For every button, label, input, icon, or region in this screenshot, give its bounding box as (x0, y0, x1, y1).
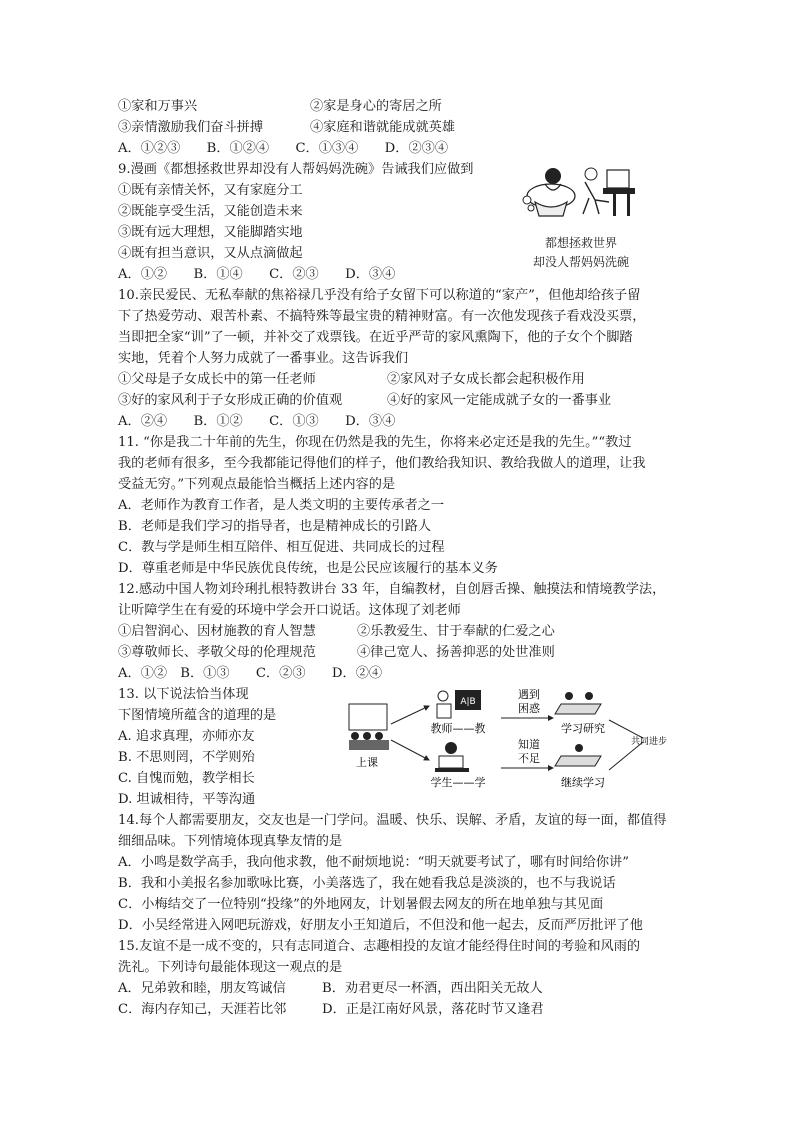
q10-line-1: 10.亲民爱民、无私奉献的焦裕禄几乎没有给子女留下可以称道的“家产”，但他却给孩子留 (118, 288, 641, 303)
q11-choice-b: B．老师是我们学习的指导者，也是精神成长的引路人 (118, 519, 432, 534)
q15-choice-b: B．劝君更尽一杯酒，西出阳关无故人 (322, 981, 543, 996)
classroom-icon (349, 704, 389, 750)
q13-choice-b: B. 不思则罔，不学则殆 (118, 750, 255, 765)
q12-option-4: ④律己宽人、扬善抑恶的处世准则 (357, 645, 555, 660)
label-buzu: 不足 (518, 752, 540, 765)
q11-line-3: 受益无穷。”下列观点最能恰当概括上述内容的是 (118, 477, 396, 492)
q14-line-1: 14.每个人都需要朋友，交友也是一门学问。温暖、快乐、误解、矛盾，友谊的每一面，都值得 (118, 813, 667, 828)
cartoon-caption-2: 却没人帮妈妈洗碗 (532, 255, 630, 269)
q11-choice-c: C．教与学是师生相互陪伴、相互促进、共同成长的过程 (118, 540, 445, 555)
q13-line-1: 13. 以下说法恰当体现 (118, 687, 249, 702)
q9-statement-1: ①既有亲情关怀，又有家庭分工 (118, 183, 303, 198)
q15-choice-d: D．正是江南好风景，落花时节又逢君 (322, 1002, 544, 1017)
q12-option-3: ③尊敬师长、孝敬父母的伦理规范 (118, 645, 316, 660)
research-scene-icon (555, 692, 601, 714)
svg-text:A|B: A|B (460, 697, 476, 707)
label-jixu-xuexi: 继续学习 (561, 776, 605, 789)
q15-line-2: 洗礼。下列诗句最能体现这一观点的是 (118, 960, 343, 975)
q9-stem: 9.漫画《都想拯救世界却没有人帮妈妈洗碗》告诫我们应做到 (118, 162, 474, 177)
q8-option-4: ④家庭和谐就能成就英雄 (310, 120, 456, 135)
q13-choice-a: A. 追求真理，亦师亦友 (118, 729, 255, 744)
teaching-learning-diagram (343, 684, 673, 792)
q9-statement-4: ④既有担当意识，又从点滴做起 (118, 246, 303, 261)
q10-option-3: ③好的家风利于子女形成正确的价值观 (118, 393, 343, 408)
label-yudao: 遇到 (518, 688, 540, 701)
study-scene-icon (555, 744, 601, 766)
q12-line-1: 12.感动中国人物刘玲琍扎根特教讲台 33 年，自编教材，自创唇舌操、触摸法和情境教学法， (118, 582, 666, 597)
q10-line-3: 当即把全家“训”了一顿，并补交了戏票钱。在近乎严苛的家风熏陶下，他的子女个个脚踏 (118, 330, 633, 345)
q13-choice-d: D. 坦诚相待，平等沟通 (118, 792, 256, 807)
q8-option-2: ②家是身心的寄居之所 (310, 99, 442, 114)
q13-diagram (343, 684, 673, 792)
q9-answers: A．①② B．①④ C．②③ D．③④ (118, 267, 396, 282)
q10-line-4: 实地，凭着个人努力成就了一番事业。这告诉我们 (118, 351, 409, 366)
cartoon-illustration (515, 162, 645, 274)
q10-option-1: ①父母是子女成长中的第一任老师 (118, 372, 316, 387)
q12-option-1: ①启智润心、因材施教的育人智慧 (118, 624, 316, 639)
q13-choice-c: C. 自愧而勉，教学相长 (118, 771, 255, 786)
q11-choice-a: A．老师作为教育工作者，是人类文明的主要传承者之一 (118, 498, 445, 513)
q15-choice-c: C．海内存知己，天涯若比邻 (118, 1002, 287, 1017)
cartoon-caption-1: 都想拯救世界 (544, 236, 618, 250)
q11-line-1: 11. “你是我二十年前的先生，你现在仍然是我的先生，你将来必定还是我的先生。”“教过 (118, 435, 632, 450)
q9-statement-2: ②既能享受生活，又能创造未来 (118, 204, 303, 219)
q15-choice-a: A．兄弟敦和睦，朋友笃诚信 (118, 981, 286, 996)
q14-choice-a: A．小鸣是数学高手，我向他求教，他不耐烦地说：“明天就要考试了，哪有时间给你讲” (118, 855, 629, 870)
student-icon (435, 742, 469, 772)
q14-choice-d: D．小吴经常进入网吧玩游戏，好朋友小王知道后，不但没和他一起去，反而严厉批评了他 (118, 918, 643, 933)
teacher-icon (437, 690, 481, 718)
label-shangke: 上课 (356, 756, 378, 769)
q13-line-2: 下图情境所蕴含的道理的是 (118, 708, 277, 723)
label-kunhuo: 困惑 (518, 702, 540, 715)
q11-line-2: 我的老师有很多，至今我都能记得他们的样子，他们教给我知识、教给我做人的道理，让我 (118, 456, 646, 471)
q11-choice-d: D．尊重老师是中华民族优良传统，也是公民应该履行的基本义务 (118, 561, 498, 576)
q9-cartoon (515, 162, 645, 274)
q14-line-2: 细细品味。下列情境体现真挚友情的是 (118, 834, 343, 849)
label-xuesheng: 学生——学 (430, 776, 486, 789)
label-jiaoshi: 教师——教 (430, 722, 486, 735)
q10-option-2: ②家风对子女成长都会起积极作用 (387, 372, 585, 387)
q15-line-1: 15.友谊不是一成不变的，只有志同道合、志趣相投的友谊才能经得住时间的考验和风雨的 (118, 939, 641, 954)
q8-option-3: ③亲情激励我们奋斗拼搏 (118, 120, 264, 135)
q12-line-2: 让听障学生在有爱的环境中学会开口说话。这体现了刘老师 (118, 603, 461, 618)
label-zhidao: 知道 (518, 738, 540, 751)
q10-option-4: ④好的家风一定能成就子女的一番事业 (387, 393, 612, 408)
q12-answers: A．①② B．①③ C．②③ D．②④ (118, 666, 383, 681)
q14-choice-c: C．小梅结交了一位特别“投缘”的外地网友，计划暑假去网友的所在地单独与其见面 (118, 897, 604, 912)
q9-statement-3: ③既有远大理想，又能脚踏实地 (118, 225, 303, 240)
q8-answers: A．①②③ B．①②④ C．①③④ D．②③④ (118, 141, 449, 156)
label-xuexi-yanjiu: 学习研究 (561, 722, 605, 735)
q14-choice-b: B．我和小美报名参加歌咏比赛，小美落选了，我在她看我总是淡淡的，也不与我说话 (118, 876, 616, 891)
q8-option-1: ①家和万事兴 (118, 99, 198, 114)
q10-line-2: 下了热爱劳动、艰苦朴素、不搞特殊等最宝贵的精神财富。有一次他发现孩子看戏没买票， (118, 309, 646, 324)
q10-answers: A．②④ B．①② C．①③ D．③④ (118, 414, 396, 429)
label-gongtong-jinbu: 共同进步 (630, 737, 668, 747)
q12-option-2: ②乐教爱生、甘于奉献的仁爱之心 (357, 624, 555, 639)
